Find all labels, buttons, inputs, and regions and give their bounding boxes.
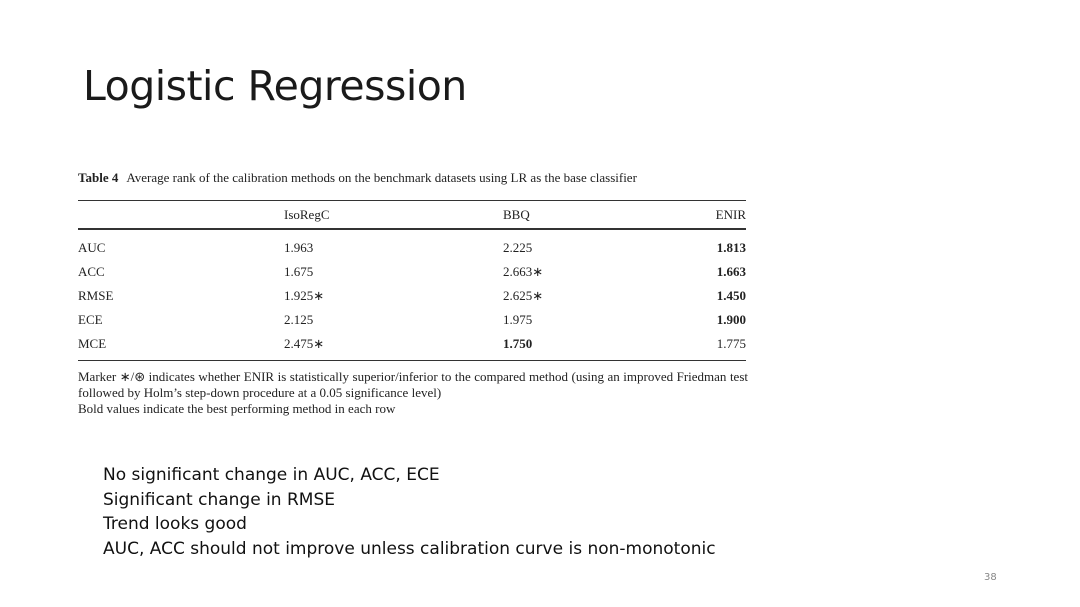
metric-cell: MCE	[78, 336, 107, 351]
bbq-cell: 1.750	[503, 336, 533, 351]
takeaway-item: AUC, ACC should not improve unless calibration curve is non-monotonic	[103, 538, 716, 559]
slide-title: Logistic Regression	[83, 62, 467, 110]
metric-cell: ACC	[78, 264, 105, 279]
enir-cell: 1.663	[716, 264, 746, 279]
significance-note: Marker ∗/⊛ indicates whether ENIR is statistically superior/inferior to the compared method (using an improved Friedman test followed by Holm’s step-down procedure at a 0.05 significance level)	[78, 369, 748, 400]
table-row	[78, 229, 746, 260]
table-caption	[78, 170, 748, 186]
table-row	[78, 308, 746, 332]
table-caption-text: Average rank of the calibration methods on the benchmark datasets using LR as the base classifier	[126, 170, 637, 185]
column-header-metric	[78, 201, 284, 230]
column-header-enir: ENIR	[643, 201, 746, 230]
page-number: 38	[984, 572, 997, 583]
takeaway-item: No significant change in AUC, ACC, ECE	[103, 465, 440, 485]
column-header-bbq: BBQ	[503, 201, 643, 230]
bbq-cell: 2.625∗	[503, 288, 544, 303]
takeaway-item: Trend looks good	[103, 514, 247, 534]
table-caption-label: Table 4	[78, 170, 119, 185]
table-header-row	[78, 201, 746, 230]
isoregc-cell: 2.125	[284, 312, 314, 327]
bbq-cell: 2.225	[503, 240, 533, 255]
isoregc-cell: 1.675	[284, 264, 314, 279]
bbq-cell: 2.663∗	[503, 264, 544, 279]
column-header-isoregc: IsoRegC	[284, 201, 503, 230]
metric-cell: RMSE	[78, 288, 114, 303]
metric-cell: ECE	[78, 312, 103, 327]
table-row	[78, 284, 746, 308]
bbq-cell: 1.975	[503, 312, 533, 327]
metric-cell: AUC	[78, 240, 106, 255]
table-row	[78, 332, 746, 361]
table-notes	[78, 369, 748, 417]
rank-table	[78, 200, 746, 361]
takeaway-item: Significant change in RMSE	[103, 489, 335, 510]
enir-cell: 1.450	[716, 288, 746, 303]
enir-cell: 1.813	[716, 240, 746, 255]
isoregc-cell: 2.475∗	[284, 336, 325, 351]
table-row	[78, 260, 746, 284]
table-figure	[78, 170, 748, 417]
bold-note: Bold values indicate the best performing method in each row	[78, 401, 396, 416]
isoregc-cell: 1.963	[284, 240, 314, 255]
isoregc-cell: 1.925∗	[284, 288, 325, 303]
enir-cell: 1.775	[716, 336, 746, 351]
takeaway-list	[103, 463, 716, 561]
enir-cell: 1.900	[716, 312, 746, 327]
